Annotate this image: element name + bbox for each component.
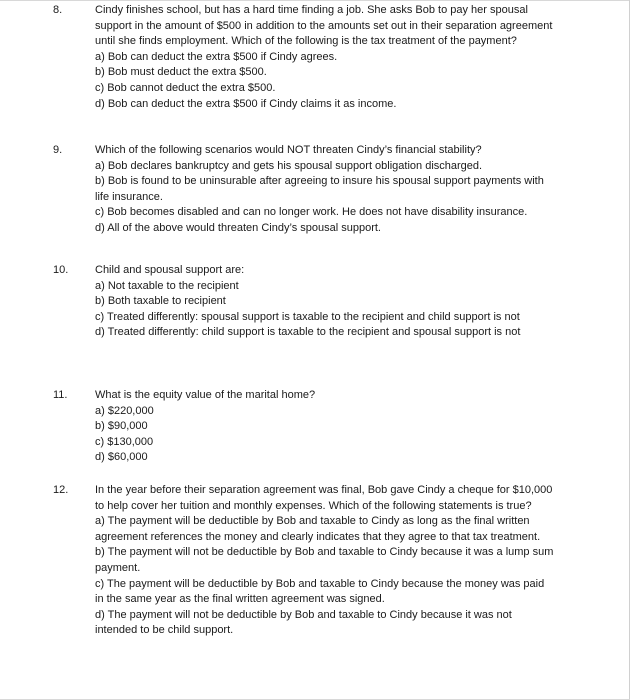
answer-option-b: b) Both taxable to recipient [95,295,226,308]
question-body [95,388,555,466]
answer-option-b: b) Bob must deduct the extra $500. [95,66,267,79]
answer-option-a: a) Bob declares bankruptcy and gets his spousal support obligation discharged. [95,159,483,172]
answer-option-b: b) The payment will not be deductible by Bob and taxable to Cindy because it was a lump sum payment. [95,546,554,574]
answer-option-d: d) All of the above would threaten Cindy’s spousal support. [95,221,381,234]
question-stem: Child and spousal support are: [95,264,245,276]
answer-option-d: d) $60,000 [95,451,148,464]
question-body [95,483,555,639]
answer-option-c: c) $130,000 [95,435,154,448]
question-body [95,143,555,237]
question-number: 12. [53,484,69,496]
answer-option-a: a) The payment will be deductible by Bob and taxable to Cindy as long as the final written agreement references the money and clearly indicates that they agree to that tax treatment. [95,515,541,543]
question-number: 9. [53,144,63,156]
answer-option-c: c) Bob becomes disabled and can no longer work. He does not have disability insurance. [95,206,528,219]
question-number: 11. [53,389,68,401]
answer-option-c: c) Treated differently: spousal support is taxable to the recipient and child support is not [95,310,520,323]
answer-option-c: c) The payment will be deductible by Bob and taxable to Cindy because the money was paid in the same year as the final written agreement was signed. [95,577,545,606]
answer-option-d: d) The payment will not be deductible by Bob and taxable to Cindy because it was not intended to be child support. [95,608,512,637]
question-body [95,263,555,341]
question-number: 10. [53,264,69,276]
answer-option-c: c) Bob cannot deduct the extra $500. [95,81,276,94]
answer-option-a: a) $220,000 [95,404,154,417]
answer-option-d: d) Bob can deduct the extra $500 if Cindy claims it as income. [95,97,397,110]
question-number: 8. [53,4,63,16]
question-stem: Cindy finishes school, but has a hard time finding a job. She asks Bob to pay her spousal support in the amount of $500 in addition to the amounts set out in their separation agreement until she finds employment. Which of the following is the tax treatment of the payment? [95,4,553,48]
answer-option-b: b) Bob is found to be uninsurable after agreeing to insure his spousal support payments with life insurance. [95,175,544,203]
question-stem: Which of the following scenarios would NOT threaten Cindy’s financial stability? [95,144,482,156]
answer-option-d: d) Treated differently: child support is taxable to the recipient and spousal support is not [95,326,521,339]
question-stem: In the year before their separation agreement was final, Bob gave Cindy a cheque for $10,000 to help cover her tuition and monthly expenses. Which of the following statements is true? [95,484,553,512]
answer-option-a: a) Not taxable to the recipient [95,279,239,292]
answer-option-a: a) Bob can deduct the extra $500 if Cindy agrees. [95,50,338,63]
question-stem: What is the equity value of the marital home? [95,389,316,401]
answer-option-b: b) $90,000 [95,420,148,433]
question-body [95,3,555,112]
